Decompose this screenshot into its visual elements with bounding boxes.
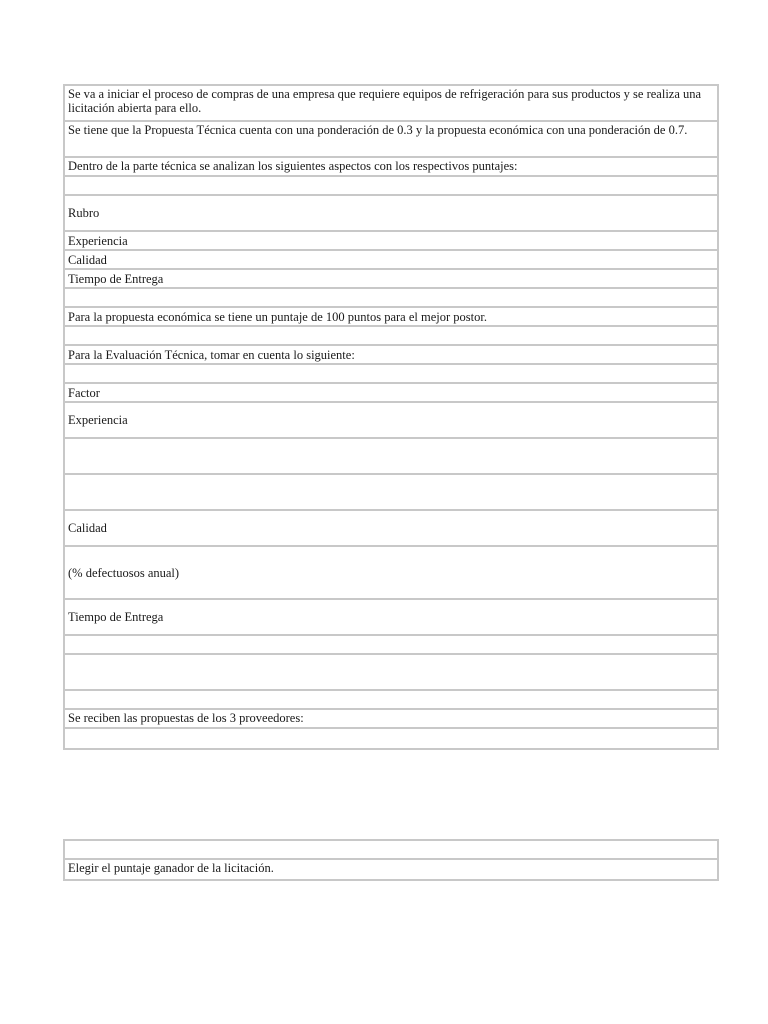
empty-row <box>65 365 717 384</box>
text-row-experiencia: Experiencia <box>65 232 717 251</box>
text-row-tiempo-entrega: Tiempo de Entrega <box>65 270 717 289</box>
empty-row <box>65 655 717 691</box>
text-row-economic-score: Para la propuesta económica se tiene un puntaje de 100 puntos para el mejor postor. <box>65 308 717 327</box>
text-row-defectuosos: (% defectuosos anual) <box>65 547 717 600</box>
text-row-factor-tiempo-entrega: Tiempo de Entrega <box>65 600 717 636</box>
empty-row <box>65 475 717 511</box>
empty-row <box>65 439 717 475</box>
empty-row <box>65 841 717 860</box>
text-row-proposals: Se reciben las propuestas de los 3 proveedores: <box>65 710 717 729</box>
empty-row <box>65 177 717 196</box>
text-row-technical-aspects: Dentro de la parte técnica se analizan los siguientes aspectos con los respectivos puntajes: <box>65 158 717 177</box>
text-row-intro: Se va a iniciar el proceso de compras de una empresa que requiere equipos de refrigeración para sus productos y se realiza una licitación abierta para ello. <box>65 86 717 122</box>
text-row-weighting: Se tiene que la Propuesta Técnica cuenta con una ponderación de 0.3 y la propuesta económica con una ponderación de 0.7. <box>65 122 717 158</box>
empty-row <box>65 327 717 346</box>
text-row-technical-evaluation: Para la Evaluación Técnica, tomar en cuenta lo siguiente: <box>65 346 717 365</box>
empty-row <box>65 691 717 710</box>
document-table-main <box>63 84 719 750</box>
empty-row <box>65 289 717 308</box>
empty-row <box>65 729 717 748</box>
text-row-choose-winner: Elegir el puntaje ganador de la licitación. <box>68 861 274 875</box>
text-row-calidad: Calidad <box>65 251 717 270</box>
text-row-factor-calidad: Calidad <box>65 511 717 547</box>
text-row-rubro: Rubro <box>65 196 717 232</box>
document-table-footer <box>63 839 719 881</box>
text-row-factor-experiencia: Experiencia <box>65 403 717 439</box>
empty-row <box>65 636 717 655</box>
text-row-factor: Factor <box>65 384 717 403</box>
